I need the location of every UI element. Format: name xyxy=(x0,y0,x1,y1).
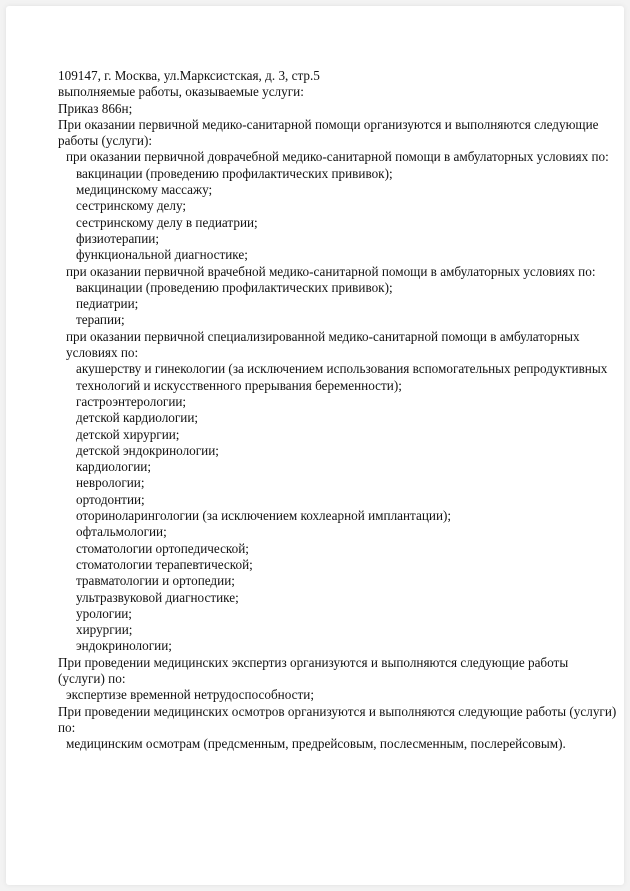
document-line: 109147, г. Москва, ул.Марксистская, д. 3, стр.5 xyxy=(58,68,320,83)
document-line: оториноларингологии (за исключением кохлеарной имплантации); xyxy=(76,508,452,524)
document-line: экспертизе временной нетрудоспособности; xyxy=(66,687,314,703)
document-page xyxy=(6,6,624,885)
document-line: терапии; xyxy=(76,312,125,328)
document-line: выполняемые работы, оказываемые услуги: xyxy=(58,84,304,100)
document-line: При проведении медицинских экспертиз организуются и выполняются следующие работы (услуги) по: xyxy=(58,654,569,686)
document-line: неврологии; xyxy=(76,475,145,491)
document-line: функциональной диагностике; xyxy=(76,247,248,263)
document-line: при оказании первичной доврачебной медико-санитарной помощи в амбулаторных условиях по: xyxy=(66,149,609,165)
document-line: ортодонтии; xyxy=(76,491,145,507)
document-line: медицинскому массажу; xyxy=(76,182,213,198)
document-line: гастроэнтерологии; xyxy=(76,393,187,409)
document-line: физиотерапии; xyxy=(76,230,160,246)
document-line: при оказании первичной врачебной медико-санитарной помощи в амбулаторных условиях по: xyxy=(66,263,596,279)
document-line: педиатрии; xyxy=(76,296,139,312)
document-line: кардиологии; xyxy=(76,459,152,475)
document-line: вакцинации (проведению профилактических прививок); xyxy=(76,279,393,295)
document-body xyxy=(58,68,618,752)
document-line: При проведении медицинских осмотров организуются и выполняются следующие работы (услуги) по: xyxy=(58,703,617,735)
document-line: стоматологии терапевтической; xyxy=(76,556,253,572)
document-line: стоматологии ортопедической; xyxy=(76,540,249,556)
document-line: хирургии; xyxy=(76,622,133,638)
document-line: акушерству и гинекологии (за исключением использования вспомогательных репродуктивных технологий и искусственного прерывания беременности); xyxy=(76,361,608,393)
document-line: детской кардиологии; xyxy=(76,410,199,426)
document-line: При оказании первичной медико-санитарной помощи организуются и выполняются следующие работы (услуги): xyxy=(58,116,599,149)
document-line: офтальмологии; xyxy=(76,524,167,540)
document-line: детской хирургии; xyxy=(76,426,180,442)
document-line: вакцинации (проведению профилактических прививок); xyxy=(76,165,393,181)
document-line: ультразвуковой диагностике; xyxy=(76,589,239,605)
document-line: травматологии и ортопедии; xyxy=(76,573,235,589)
document-line: сестринскому делу; xyxy=(76,198,187,214)
document-line: сестринскому делу в педиатрии; xyxy=(76,214,258,230)
document-line: детской эндокринологии; xyxy=(76,442,219,458)
document-line: эндокринологии; xyxy=(76,638,172,654)
document-line: Приказ 866н; xyxy=(58,100,133,116)
document-line: при оказании первичной специализированной медико-санитарной помощи в амбулаторных условиях по: xyxy=(66,328,580,361)
document-line: урологии; xyxy=(76,605,132,621)
document-line: медицинским осмотрам (предсменным, предрейсовым, послесменным, послерейсовым). xyxy=(66,736,566,752)
